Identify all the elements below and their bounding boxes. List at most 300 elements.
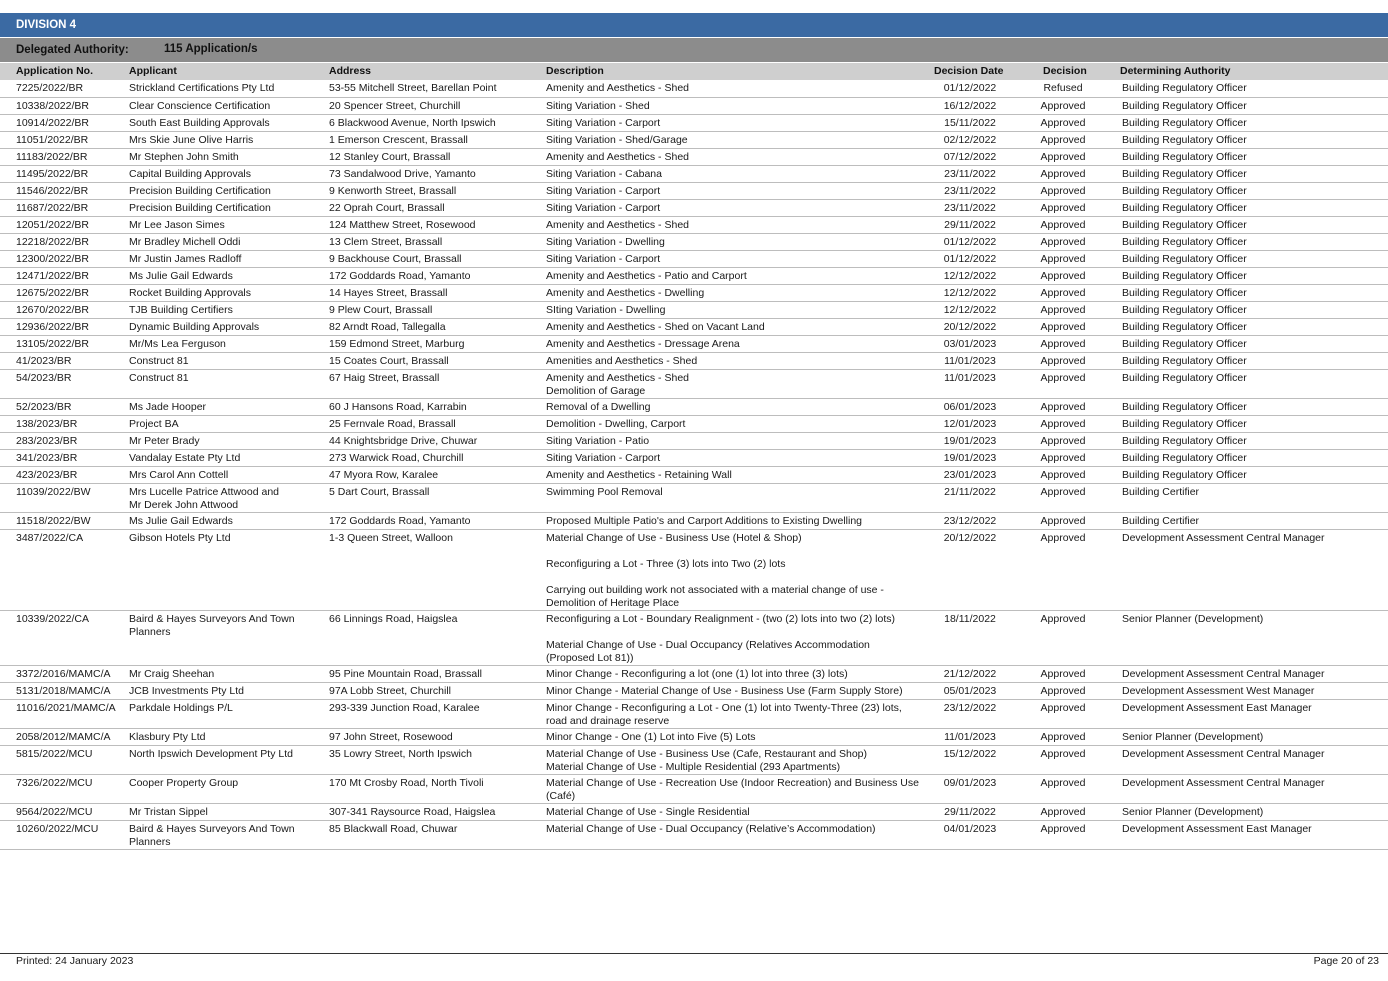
table-row (0, 699, 1388, 728)
address-cell (329, 512, 546, 529)
address-cell (329, 301, 546, 318)
address-cell (329, 774, 546, 803)
address-cell (329, 728, 546, 745)
applicant-cell (129, 199, 329, 216)
address-cell (329, 398, 546, 415)
application-no-text: 52/2023/BR (16, 400, 72, 413)
description-cell (546, 432, 936, 449)
decision-cell (1004, 745, 1122, 774)
decision-date-cell (936, 415, 1004, 432)
decision-date-text: 01/12/2022 (943, 252, 997, 265)
decision-text: Approved (1040, 218, 1086, 231)
determining-authority-text: Development Assessment West Manager (1122, 684, 1315, 697)
determining-authority-cell (1122, 398, 1388, 415)
applicant-text: Precision Building Certification (129, 184, 271, 197)
determining-authority-text: Building Regulatory Officer (1122, 320, 1247, 333)
description-text: Proposed Multiple Patio's and Carport Additions to Existing Dwelling (546, 514, 863, 527)
description-text: Removal of a Dwelling (546, 400, 651, 413)
address-text: 73 Sandalwood Drive, Yamanto (329, 167, 476, 180)
decision-cell (1004, 165, 1122, 182)
applicant-text: Mr/Ms Lea Ferguson (129, 337, 226, 350)
address-cell (329, 699, 546, 728)
application-no-cell (0, 216, 129, 233)
decision-cell (1004, 728, 1122, 745)
determining-authority-text: Building Regulatory Officer (1122, 434, 1247, 447)
col-header-applicant: Applicant (129, 65, 177, 77)
description-text: Siting Variation - Cabana (546, 167, 662, 180)
decision-date-text: 01/12/2022 (943, 82, 997, 94)
application-no-cell (0, 352, 129, 369)
decision-date-text: 11/01/2023 (944, 730, 996, 743)
determining-authority-text: Building Regulatory Officer (1122, 235, 1247, 248)
decision-text: Approved (1040, 150, 1086, 163)
decision-cell (1004, 665, 1122, 682)
applicant-cell (129, 665, 329, 682)
application-no-cell (0, 199, 129, 216)
determining-authority-cell (1122, 182, 1388, 199)
decision-text: Approved (1040, 269, 1086, 282)
decision-cell (1004, 233, 1122, 250)
determining-authority-cell (1122, 199, 1388, 216)
applicant-cell (129, 165, 329, 182)
decision-text: Approved (1040, 354, 1086, 367)
applicant-cell (129, 610, 329, 665)
decision-date-cell (936, 131, 1004, 148)
applicant-cell (129, 131, 329, 148)
application-no-cell (0, 267, 129, 284)
determining-authority-cell (1122, 267, 1388, 284)
applicant-cell (129, 335, 329, 352)
application-no-cell (0, 318, 129, 335)
table-row (0, 250, 1388, 267)
decision-cell (1004, 432, 1122, 449)
decision-date-cell (936, 80, 1004, 97)
decision-text: Approved (1040, 434, 1086, 447)
decision-date-cell (936, 284, 1004, 301)
determining-authority-text: Building Regulatory Officer (1122, 371, 1247, 384)
determining-authority-text: Building Regulatory Officer (1122, 468, 1247, 481)
description-cell (546, 284, 936, 301)
applicant-text: Clear Conscience Certification (129, 99, 271, 112)
determining-authority-text: Senior Planner (Development) (1122, 612, 1264, 625)
table-row (0, 80, 1388, 97)
application-no-text: 11518/2022/BW (16, 514, 91, 527)
application-no-text: 7225/2022/BR (16, 82, 84, 94)
determining-authority-text: Building Regulatory Officer (1122, 451, 1247, 464)
address-cell (329, 483, 546, 512)
address-cell (329, 803, 546, 820)
determining-authority-cell (1122, 284, 1388, 301)
description-text: Amenity and Aesthetics - Dressage Arena (546, 337, 740, 350)
decision-cell (1004, 318, 1122, 335)
description-text: Material Change of Use - Business Use (Cafe, Restaurant and Shop) Material Change of Use - Multiple Residential (293 Apartments) (546, 747, 867, 773)
description-cell (546, 512, 936, 529)
address-text: 9 Kenworth Street, Brassall (329, 184, 457, 197)
application-count: 115 Application/s (164, 43, 258, 55)
decision-date-cell (936, 699, 1004, 728)
determining-authority-cell (1122, 148, 1388, 165)
applicant-cell (129, 284, 329, 301)
decision-date-text: 12/12/2022 (943, 303, 997, 316)
application-no-text: 11687/2022/BR (16, 201, 89, 214)
determining-authority-text: Development Assessment Central Manager (1122, 776, 1325, 789)
description-text: Minor Change - Reconfiguring a lot (one (1) lot into three (3) lots) (546, 667, 848, 680)
application-no-text: 2058/2012/MAMC/A (16, 730, 111, 743)
decision-date-text: 03/01/2023 (943, 337, 997, 350)
application-no-cell (0, 131, 129, 148)
applicant-text: Ms Jade Hooper (129, 400, 207, 413)
decision-date-text: 19/01/2023 (943, 451, 997, 464)
decision-date-cell (936, 665, 1004, 682)
description-cell (546, 131, 936, 148)
applicant-text: Mrs Carol Ann Cottell (129, 468, 229, 481)
address-cell (329, 267, 546, 284)
applicant-text: South East Building Approvals (129, 116, 270, 129)
decision-cell (1004, 114, 1122, 131)
description-cell (546, 335, 936, 352)
table-row (0, 449, 1388, 466)
address-cell (329, 466, 546, 483)
determining-authority-text: Development Assessment East Manager (1122, 701, 1312, 714)
description-text: Siting Variation - Dwelling (546, 235, 665, 248)
decision-text: Approved (1040, 531, 1086, 544)
description-text: Material Change of Use - Recreation Use (Indoor Recreation) and Business Use (Café) (546, 776, 919, 802)
determining-authority-text: Building Regulatory Officer (1122, 150, 1247, 163)
determining-authority-cell (1122, 682, 1388, 699)
table-header (0, 63, 1388, 80)
decision-date-text: 02/12/2022 (943, 133, 997, 146)
decision-date-text: 29/11/2022 (944, 805, 996, 818)
address-cell (329, 199, 546, 216)
application-no-text: 341/2023/BR (16, 451, 78, 464)
decision-date-text: 04/01/2023 (943, 822, 997, 835)
description-cell (546, 216, 936, 233)
description-text: Amenity and Aesthetics - Shed on Vacant Land (546, 320, 765, 333)
decision-date-text: 23/11/2022 (944, 167, 996, 180)
applicant-text: Baird & Hayes Surveyors And Town Planners (129, 612, 295, 638)
decision-date-cell (936, 165, 1004, 182)
determining-authority-text: Building Regulatory Officer (1122, 201, 1247, 214)
decision-date-text: 19/01/2023 (943, 434, 997, 447)
decision-date-cell (936, 466, 1004, 483)
applicant-cell (129, 114, 329, 131)
applicant-cell (129, 820, 329, 849)
application-no-cell (0, 335, 129, 352)
determining-authority-text: Building Regulatory Officer (1122, 116, 1247, 129)
application-no-text: 12675/2022/BR (16, 286, 89, 299)
address-text: 22 Oprah Court, Brassall (329, 201, 445, 214)
address-cell (329, 369, 546, 398)
determining-authority-text: Building Regulatory Officer (1122, 167, 1247, 180)
determining-authority-cell (1122, 335, 1388, 352)
applicant-cell (129, 682, 329, 699)
decision-text: Approved (1040, 514, 1086, 527)
address-cell (329, 233, 546, 250)
application-no-cell (0, 682, 129, 699)
table-row (0, 267, 1388, 284)
col-header-description: Description (546, 65, 604, 77)
application-no-cell (0, 97, 129, 114)
decision-cell (1004, 182, 1122, 199)
applicant-cell (129, 529, 329, 610)
decision-text: Approved (1040, 485, 1086, 498)
address-cell (329, 415, 546, 432)
address-cell (329, 432, 546, 449)
determining-authority-cell (1122, 250, 1388, 267)
applicant-text: Mrs Lucelle Patrice Attwood and Mr Derek John Attwood (129, 485, 279, 511)
applicant-text: Mr Peter Brady (129, 434, 200, 447)
description-cell (546, 398, 936, 415)
col-header-address: Address (329, 65, 372, 77)
decision-text: Approved (1040, 805, 1086, 818)
table-row (0, 114, 1388, 131)
address-text: 172 Goddards Road, Yamanto (329, 514, 471, 527)
description-cell (546, 165, 936, 182)
decision-cell (1004, 267, 1122, 284)
address-text: 273 Warwick Road, Churchill (329, 451, 464, 464)
address-cell (329, 820, 546, 849)
description-cell (546, 182, 936, 199)
application-no-cell (0, 512, 129, 529)
address-text: 85 Blackwall Road, Chuwar (329, 822, 458, 835)
decision-text: Approved (1040, 667, 1086, 680)
applicant-cell (129, 233, 329, 250)
application-no-cell (0, 449, 129, 466)
table-row (0, 728, 1388, 745)
decision-text: Approved (1040, 822, 1086, 835)
applicant-text: Rocket Building Approvals (129, 286, 251, 299)
determining-authority-cell (1122, 820, 1388, 849)
decision-cell (1004, 250, 1122, 267)
determining-authority-text: Development Assessment Central Manager (1122, 667, 1325, 680)
page-number: Page 20 of 23 (1313, 955, 1379, 967)
determining-authority-text: Development Assessment East Manager (1122, 822, 1312, 835)
application-no-cell (0, 301, 129, 318)
applicant-text: Mr Justin James Radloff (129, 252, 242, 265)
address-cell (329, 682, 546, 699)
determining-authority-cell (1122, 318, 1388, 335)
table-row (0, 610, 1388, 665)
description-text: Amenity and Aesthetics - Shed (546, 150, 689, 163)
address-text: 44 Knightsbridge Drive, Chuwar (329, 434, 478, 447)
applicant-text: Gibson Hotels Pty Ltd (129, 531, 231, 544)
description-cell (546, 728, 936, 745)
decision-date-text: 11/01/2023 (944, 354, 996, 367)
description-cell (546, 250, 936, 267)
applicant-cell (129, 512, 329, 529)
applicant-text: Precision Building Certification (129, 201, 271, 214)
footer-divider (0, 953, 1388, 954)
decision-cell (1004, 449, 1122, 466)
decision-date-cell (936, 745, 1004, 774)
application-no-text: 10338/2022/BR (16, 99, 89, 112)
decision-cell (1004, 529, 1122, 610)
decision-date-cell (936, 267, 1004, 284)
decision-cell (1004, 398, 1122, 415)
decision-date-cell (936, 97, 1004, 114)
applicant-text: Parkdale Holdings P/L (129, 701, 233, 714)
table-row (0, 398, 1388, 415)
decision-date-text: 21/12/2022 (943, 667, 997, 680)
description-cell (546, 774, 936, 803)
decision-date-text: 23/11/2022 (944, 201, 996, 214)
decision-date-text: 12/12/2022 (943, 286, 997, 299)
table-row (0, 335, 1388, 352)
determining-authority-text: Building Regulatory Officer (1122, 252, 1247, 265)
delegated-authority-bar (0, 38, 1388, 62)
decision-cell (1004, 131, 1122, 148)
application-no-cell (0, 233, 129, 250)
decision-cell (1004, 80, 1122, 97)
address-text: 82 Arndt Road, Tallegalla (329, 320, 446, 333)
decision-text: Approved (1040, 320, 1086, 333)
applicant-text: Project BA (129, 417, 179, 430)
application-no-cell (0, 369, 129, 398)
applicant-text: North Ipswich Development Pty Ltd (129, 747, 293, 760)
determining-authority-cell (1122, 80, 1388, 97)
decision-cell (1004, 820, 1122, 849)
decision-text: Approved (1040, 201, 1086, 214)
applicant-cell (129, 97, 329, 114)
decision-date-text: 29/11/2022 (944, 218, 996, 231)
determining-authority-text: Building Regulatory Officer (1122, 82, 1247, 94)
address-text: 25 Fernvale Road, Brassall (329, 417, 456, 430)
description-text: Material Change of Use - Dual Occupancy (Relative’s Accommodation) (546, 822, 876, 835)
decision-date-text: 23/12/2022 (943, 701, 997, 714)
applicant-cell (129, 267, 329, 284)
description-cell (546, 199, 936, 216)
decision-date-text: 21/11/2022 (944, 485, 996, 498)
description-cell (546, 529, 936, 610)
applicant-text: Ms Julie Gail Edwards (129, 514, 233, 527)
application-no-text: 10339/2022/CA (16, 612, 89, 625)
applicant-text: Construct 81 (129, 354, 189, 367)
determining-authority-cell (1122, 369, 1388, 398)
application-no-text: 12936/2022/BR (16, 320, 89, 333)
applicant-text: Klasbury Pty Ltd (129, 730, 206, 743)
decision-text: Approved (1040, 133, 1086, 146)
applicant-text: Vandalay Estate Pty Ltd (129, 451, 241, 464)
table-row (0, 352, 1388, 369)
decision-date-text: 23/11/2022 (944, 184, 996, 197)
address-cell (329, 335, 546, 352)
application-no-text: 7326/2022/MCU (16, 776, 93, 789)
table-row (0, 216, 1388, 233)
address-text: 97 John Street, Rosewood (329, 730, 453, 743)
application-no-cell (0, 466, 129, 483)
decision-text: Refused (1043, 82, 1083, 94)
application-no-text: 12670/2022/BR (16, 303, 89, 316)
address-cell (329, 352, 546, 369)
decision-text: Approved (1040, 303, 1086, 316)
decision-cell (1004, 335, 1122, 352)
application-no-text: 283/2023/BR (16, 434, 78, 447)
description-cell (546, 267, 936, 284)
determining-authority-text: Development Assessment Central Manager (1122, 531, 1325, 544)
address-text: 307-341 Raysource Road, Haigslea (329, 805, 496, 818)
decision-cell (1004, 284, 1122, 301)
description-text: Amenity and Aesthetics - Shed (546, 218, 689, 231)
decision-date-text: 23/01/2023 (943, 468, 997, 481)
table-row (0, 97, 1388, 114)
determining-authority-cell (1122, 665, 1388, 682)
decision-text: Approved (1040, 400, 1086, 413)
decision-text: Approved (1040, 184, 1086, 197)
applicant-text: Mrs Skie June Olive Harris (129, 133, 254, 146)
decision-cell (1004, 483, 1122, 512)
description-cell (546, 610, 936, 665)
table-row (0, 820, 1388, 849)
application-no-text: 138/2023/BR (16, 417, 78, 430)
decision-text: Approved (1040, 417, 1086, 430)
determining-authority-cell (1122, 774, 1388, 803)
determining-authority-cell (1122, 699, 1388, 728)
description-cell (546, 352, 936, 369)
determining-authority-cell (1122, 610, 1388, 665)
decision-text: Approved (1040, 116, 1086, 129)
determining-authority-text: Building Regulatory Officer (1122, 354, 1247, 367)
decision-date-cell (936, 250, 1004, 267)
determining-authority-text: Building Regulatory Officer (1122, 269, 1247, 282)
application-no-cell (0, 250, 129, 267)
applicant-text: Construct 81 (129, 371, 189, 384)
determining-authority-text: Building Regulatory Officer (1122, 417, 1247, 430)
address-cell (329, 216, 546, 233)
applicant-cell (129, 352, 329, 369)
table-row (0, 318, 1388, 335)
application-no-text: 11495/2022/BR (16, 167, 89, 180)
determining-authority-cell (1122, 449, 1388, 466)
applicant-text: Capital Building Approvals (129, 167, 251, 180)
description-text: Demolition - Dwelling, Carport (546, 417, 686, 430)
determining-authority-text: Development Assessment Central Manager (1122, 747, 1325, 760)
applicant-text: Mr Bradley Michell Oddi (129, 235, 241, 248)
description-cell (546, 820, 936, 849)
description-cell (546, 80, 936, 97)
decision-date-cell (936, 233, 1004, 250)
determining-authority-cell (1122, 165, 1388, 182)
determining-authority-text: Building Certifier (1122, 485, 1200, 498)
application-no-cell (0, 820, 129, 849)
description-cell (546, 148, 936, 165)
applicant-text: Strickland Certifications Pty Ltd (129, 82, 275, 94)
application-no-cell (0, 114, 129, 131)
decision-text: Approved (1040, 337, 1086, 350)
decision-date-cell (936, 216, 1004, 233)
address-text: 67 Haig Street, Brassall (329, 371, 440, 384)
application-no-cell (0, 80, 129, 97)
application-no-cell (0, 483, 129, 512)
table-row (0, 745, 1388, 774)
applicant-text: Ms Julie Gail Edwards (129, 269, 233, 282)
applicant-cell (129, 318, 329, 335)
application-no-cell (0, 432, 129, 449)
decision-text: Approved (1040, 730, 1086, 743)
applicant-cell (129, 250, 329, 267)
application-no-text: 10260/2022/MCU (16, 822, 99, 835)
applicant-cell (129, 774, 329, 803)
determining-authority-text: Building Regulatory Officer (1122, 184, 1247, 197)
address-text: 9 Plew Court, Brassall (329, 303, 433, 316)
description-text: Amenity and Aesthetics - Patio and Carport (546, 269, 747, 282)
decision-cell (1004, 199, 1122, 216)
decision-date-cell (936, 728, 1004, 745)
decision-date-cell (936, 335, 1004, 352)
determining-authority-cell (1122, 745, 1388, 774)
applicant-cell (129, 415, 329, 432)
description-text: Siting Variation - Carport (546, 451, 661, 464)
description-text: Siting Variation - Patio (546, 434, 650, 447)
